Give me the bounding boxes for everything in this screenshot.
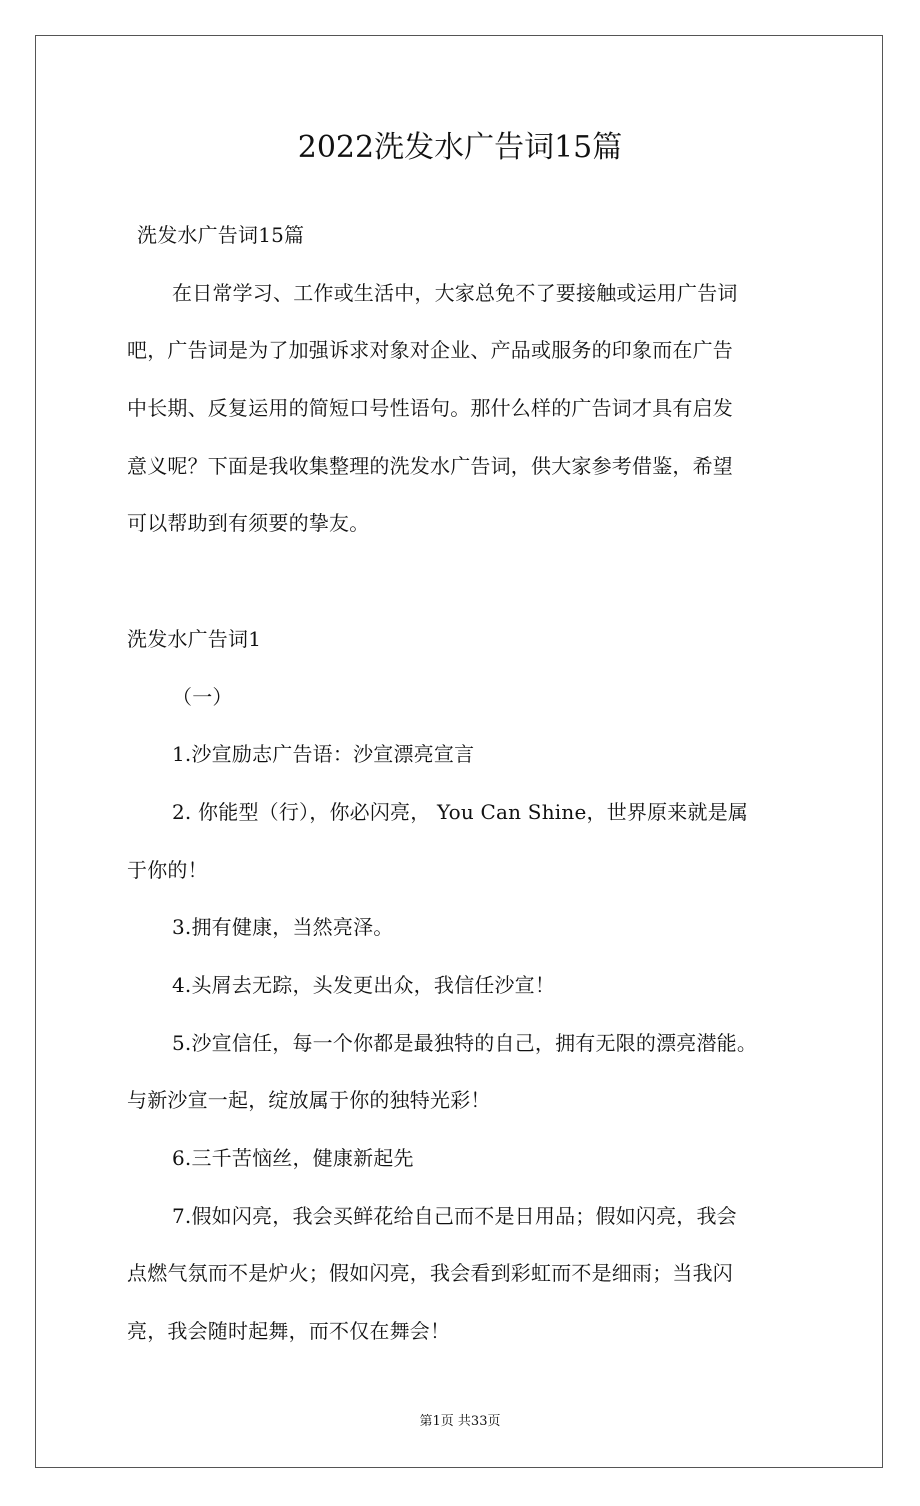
intro-line: 意义呢？下面是我收集整理的洗发水广告词，供大家参考借鉴，希望 — [127, 453, 733, 478]
slogan-line: 亮，我会随时起舞，而不仅在舞会！ — [127, 1319, 451, 1344]
subsection-heading: （一） — [172, 684, 233, 709]
slogan-line: 5.沙宣信任，每一个你都是最独特的自己，拥有无限的漂亮潜能。 — [172, 1030, 758, 1055]
slogan-item — [127, 899, 807, 957]
slogan-line: 1.沙宣励志广告语：沙宣漂亮宣言 — [172, 742, 475, 767]
slogan-line: 4.头屑去无踪，头发更出众，我信任沙宣！ — [172, 972, 556, 997]
slogan-item — [127, 784, 807, 899]
slogan-item — [127, 957, 807, 1015]
slogan-line: 与新沙宣一起，绽放属于你的独特光彩！ — [127, 1088, 491, 1113]
intro-line: 吧，广告词是为了加强诉求对象对企业、产品或服务的印象而在广告 — [127, 338, 733, 363]
slogan-line: 于你的！ — [127, 857, 208, 882]
intro-line: 中长期、反复运用的简短口号性语句。那什么样的广告词才具有启发 — [127, 396, 733, 421]
ad-slogan-list — [127, 726, 807, 1361]
slogan-line: 7.假如闪亮，我会买鲜花给自己而不是日用品；假如闪亮，我会 — [172, 1203, 737, 1228]
slogan-item — [127, 1188, 807, 1361]
slogan-line: 2. 你能型（行），你必闪亮， You Can Shine，世界原来就是属 — [172, 799, 749, 824]
intro-line: 可以帮助到有须要的挚友。 — [127, 511, 370, 536]
intro-line: 在日常学习、工作或生活中，大家总免不了要接触或运用广告词 — [172, 280, 738, 305]
intro-paragraph — [127, 265, 807, 553]
subtitle: 洗发水广告词15篇 — [137, 223, 305, 247]
slogan-line: 6.三千苦恼丝，健康新起先 — [172, 1146, 414, 1170]
document-body — [127, 207, 807, 1361]
document-title: 2022洗发水广告词15篇 — [297, 130, 623, 165]
page-footer: 第1页 共33页 — [419, 1414, 501, 1429]
blank-line — [127, 553, 807, 611]
section-heading: 洗发水广告词1 — [127, 626, 262, 651]
slogan-line: 3.拥有健康，当然亮泽。 — [172, 915, 394, 940]
slogan-item — [127, 1130, 807, 1188]
slogan-item — [127, 726, 807, 784]
slogan-item — [127, 1015, 807, 1130]
slogan-line: 点燃气氛而不是炉火；假如闪亮，我会看到彩虹而不是细雨；当我闪 — [127, 1261, 733, 1286]
